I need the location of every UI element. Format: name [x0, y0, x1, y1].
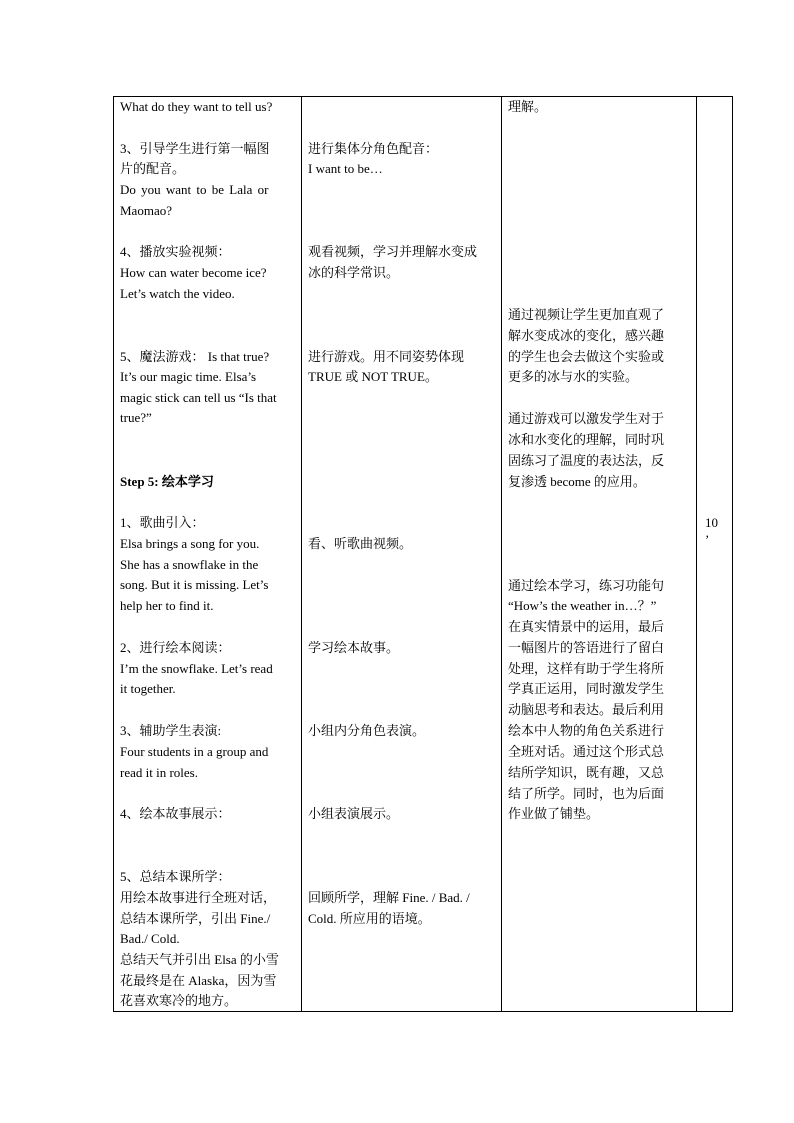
text-line: 理解。: [508, 99, 548, 114]
text-line: 更多的冰与水的实验。: [508, 369, 639, 384]
text-line: What do they want to tell us?: [120, 99, 273, 114]
text-line: 小组内分角色表演。: [308, 723, 426, 738]
text-line: read it in roles.: [120, 765, 198, 780]
text-line: 进行集体分角色配音：: [308, 141, 439, 156]
text-line: 解水变成冰的变化，感兴趣: [508, 328, 665, 343]
step5-item-2-title: 2、进行绘本阅读：: [120, 640, 231, 655]
text-line: Let’s watch the video.: [120, 286, 235, 301]
text-line: 固练习了温度的表达法，反: [508, 453, 665, 468]
text-line: Cold. 所应用的语境。: [308, 911, 431, 926]
text-line: 通过绘本学习，练习功能句: [508, 578, 665, 593]
text-line: 总结本课所学，引出 Fine./: [120, 911, 271, 926]
text-line: 作业做了铺垫。: [508, 806, 600, 821]
text-line: Do you want to be Lala or: [120, 182, 269, 197]
text-line: song. But it is missing. Let’s: [120, 577, 269, 592]
step5-item-3-title: 3、辅助学生表演:: [120, 723, 222, 738]
text-line: 绘本中人物的角色关系进行: [508, 723, 665, 738]
text-line: 通过视频让学生更加直观了: [508, 307, 665, 322]
text-line: Bad./ Cold.: [120, 931, 180, 946]
item-5-title: 5、魔法游戏： Is that true?: [120, 349, 270, 364]
text-line: How can water become ice?: [120, 265, 267, 280]
text-line: 结了所学。同时，也为后面: [508, 786, 665, 801]
text-line: TRUE 或 NOT TRUE。: [308, 369, 438, 384]
text-line: magic stick can tell us “Is that: [120, 390, 277, 405]
item-4-title: 4、播放实验视频：: [120, 244, 231, 259]
text-line: 复渗透 become 的应用。: [508, 474, 646, 489]
text-line: She has a snowflake in the: [120, 557, 259, 572]
text-line: 一幅图片的答语进行了留白: [508, 640, 665, 655]
text-line: 在真实情景中的运用，最后: [508, 619, 665, 634]
step5-item-4-title: 4、绘本故事展示：: [120, 806, 231, 821]
text-line: 看、听歌曲视频。: [308, 536, 413, 551]
text-line: it together.: [120, 681, 176, 696]
text-line: 全班对话。通过这个形式总: [508, 744, 665, 759]
text-line: 用绘本故事进行全班对话，: [120, 890, 277, 905]
text-line: 学真正运用，同时激发学生: [508, 681, 665, 696]
text-line: “How’s the weather in…？”: [508, 598, 657, 613]
step5-item-1-title: 1、歌曲引入：: [120, 515, 205, 530]
time-unit-mark: ’: [705, 532, 710, 547]
column-divider: [501, 97, 502, 1011]
column-divider: [696, 97, 697, 1011]
item-3-title: 3、引导学生进行第一幅图: [120, 141, 270, 156]
column-divider: [301, 97, 302, 1011]
text-line: I’m the snowflake. Let’s read: [120, 661, 273, 676]
text-line: 进行游戏。用不同姿势体现: [308, 349, 465, 364]
text-line: 结所学知识，既有趣，又总: [508, 765, 665, 780]
time-value: 10: [705, 515, 718, 530]
text-line: Maomao?: [120, 203, 172, 218]
text-line: Four students in a group and: [120, 744, 269, 759]
text-line: It’s our magic time. Elsa’s: [120, 369, 257, 384]
text-line: I want to be…: [308, 161, 383, 176]
text-line: 学习绘本故事。: [308, 640, 400, 655]
text-line: 小组表演展示。: [308, 806, 400, 821]
text-line: 冰和水变化的理解，同时巩: [508, 432, 665, 447]
text-line: 片的配音。: [120, 161, 186, 176]
text-line: 观看视频，学习并理解水变成: [308, 244, 478, 259]
text-line: 冰的科学常识。: [308, 265, 400, 280]
text-line: 的学生也会去做这个实验或: [508, 349, 665, 364]
text-line: 动脑思考和表达。最后利用: [508, 702, 665, 717]
text-line: 总结天气并引出 Elsa 的小雪: [120, 952, 279, 967]
step-5-heading: Step 5: 绘本学习: [120, 474, 214, 489]
text-line: true?”: [120, 410, 152, 425]
text-line: 花喜欢寒冷的地方。: [120, 993, 238, 1008]
text-line: 回顾所学，理解 Fine. / Bad. /: [308, 890, 470, 905]
text-line: 花最终是在 Alaska，因为雪: [120, 973, 277, 988]
text-line: 处理，这样有助于学生将所: [508, 661, 665, 676]
text-line: 通过游戏可以激发学生对于: [508, 411, 665, 426]
text-line: Elsa brings a song for you.: [120, 536, 260, 551]
text-line: help her to find it.: [120, 598, 214, 613]
step5-item-5-title: 5、总结本课所学：: [120, 869, 231, 884]
